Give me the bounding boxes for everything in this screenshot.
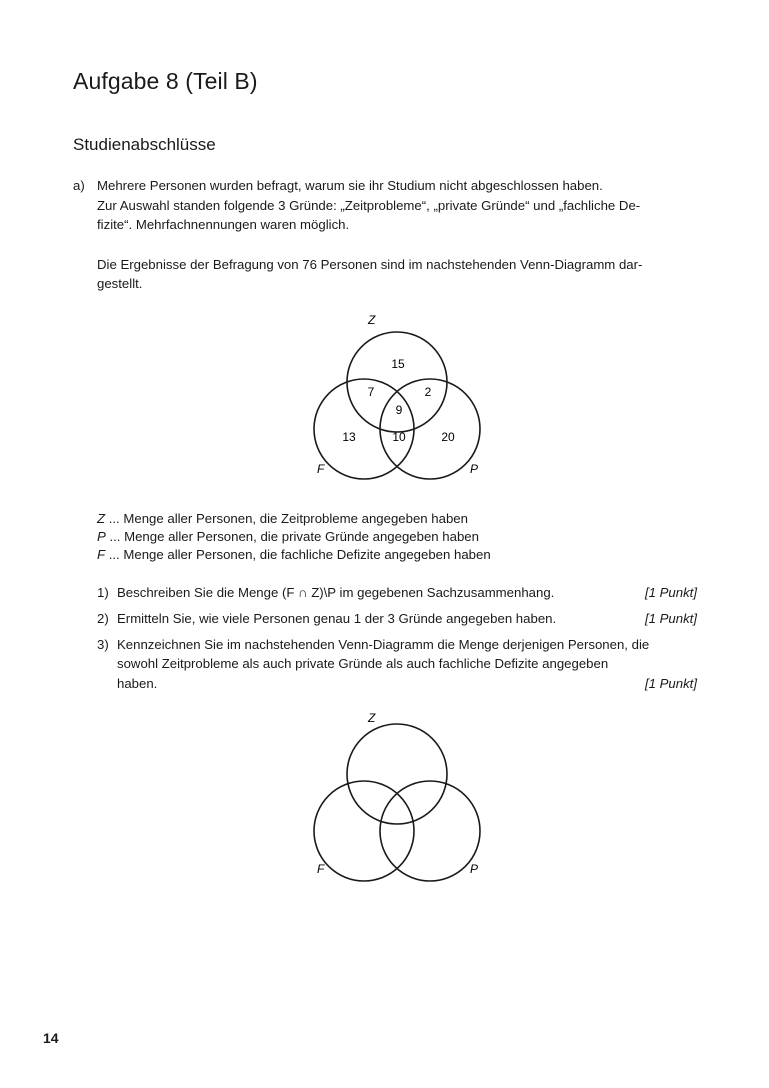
label-p: P: [470, 462, 479, 476]
intro-line-2: Zur Auswahl standen folgende 3 Gründe: „Zeitprobleme“, „private Gründe“ und „fachliche De-: [97, 198, 641, 213]
result-line-2: gestellt.: [97, 276, 143, 291]
circle-z-2: [347, 724, 447, 824]
task-3-line-1: Kennzeichnen Sie im nachstehenden Venn-Diagramm die Menge derjenigen Personen, die: [117, 637, 650, 652]
section-title: Studienabschlüsse: [73, 135, 216, 154]
definition-z-text: ... Menge aller Personen, die Zeitprobleme angegeben haben: [105, 511, 468, 526]
value-z-f: 7: [367, 385, 375, 399]
result-line-1: Die Ergebnisse der Befragung von 76 Personen sind im nachstehenden Venn-Diagramm dar-: [97, 257, 643, 272]
task-2-text: Ermitteln Sie, wie viele Personen genau 1 der 3 Gründe angegeben haben.: [117, 611, 557, 626]
value-f-p: 10: [392, 430, 406, 444]
venn-diagram-2: [314, 711, 480, 881]
label-f: F: [317, 462, 325, 476]
label-f-2: F: [317, 862, 325, 876]
page-number: 14: [43, 1030, 59, 1046]
task-3-number: 3): [97, 637, 109, 652]
label-z: Z: [368, 313, 376, 327]
definition-z-symbol: Z: [97, 511, 106, 526]
task-3-line-3: haben.: [117, 676, 158, 691]
part-a-label: a): [73, 178, 85, 193]
definition-f-symbol: F: [97, 547, 106, 562]
definition-z: [97, 509, 468, 528]
circle-f: [314, 379, 414, 479]
value-z-f-p: 9: [395, 403, 403, 417]
value-z-only: 15: [391, 357, 405, 371]
label-p-2: P: [470, 862, 479, 876]
task-2-number: 2): [97, 611, 109, 626]
definition-f-text: ... Menge aller Personen, die fachliche Defizite angegeben haben: [105, 547, 491, 562]
label-z-2: Z: [368, 711, 376, 725]
definition-p: [97, 527, 479, 546]
definition-p-symbol: P: [97, 529, 106, 544]
value-z-p: 2: [424, 385, 432, 399]
definition-p-text: ... Menge aller Personen, die private Gründe angegeben haben: [105, 529, 479, 544]
definition-f: [97, 545, 491, 564]
intro-line-3: fizite“. Mehrfachnennungen waren möglich.: [97, 217, 350, 232]
task-1-number: 1): [97, 585, 109, 600]
task-1-points: [1 Punkt]: [644, 585, 697, 600]
intro-line-1: Mehrere Personen wurden befragt, warum sie ihr Studium nicht abgeschlossen haben.: [97, 178, 603, 193]
circle-z: [347, 332, 447, 432]
task-3-points: [1 Punkt]: [644, 676, 697, 691]
circle-f-2: [314, 781, 414, 881]
task-3-line-2: sowohl Zeitprobleme als auch private Gründe als auch fachliche Defizite angegeben: [117, 656, 609, 671]
page-title: Aufgabe 8 (Teil B): [73, 68, 258, 94]
value-f-only: 13: [342, 430, 356, 444]
task-2-points: [1 Punkt]: [644, 611, 697, 626]
task-1-text: Beschreiben Sie die Menge (F ∩ Z)\P im gegebenen Sachzusammenhang.: [117, 585, 555, 600]
value-p-only: 20: [441, 430, 455, 444]
circle-p-2: [380, 781, 480, 881]
